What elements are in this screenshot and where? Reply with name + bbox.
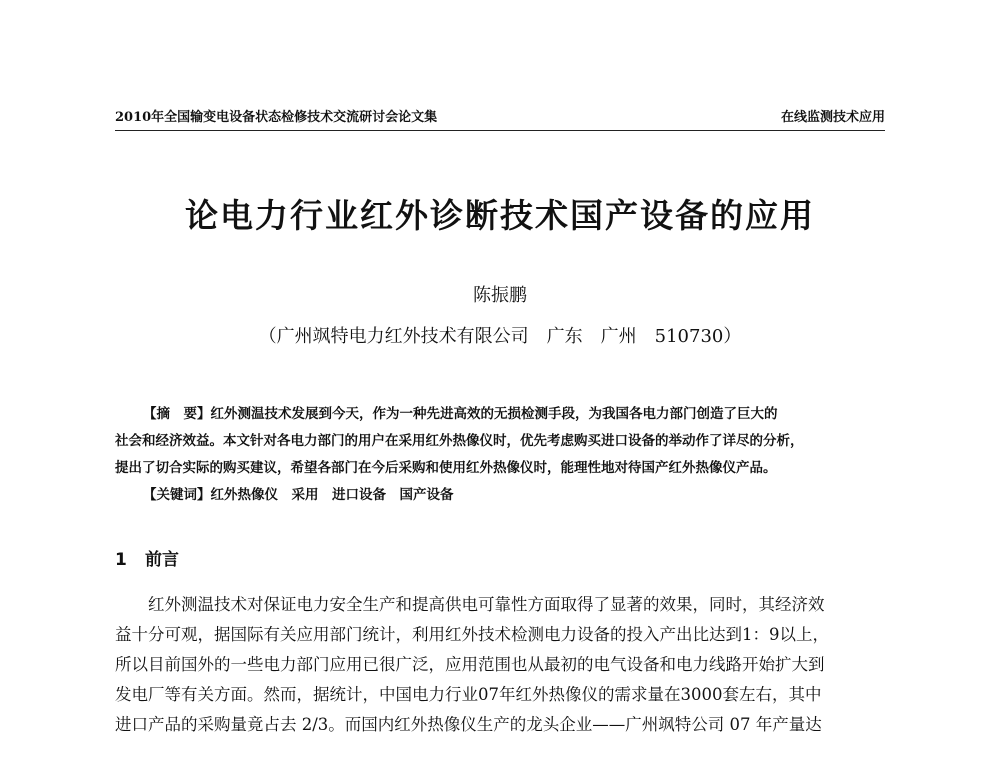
author-affiliation: （广州飒特电力红外技术有限公司 广东 广州 510730）: [258, 326, 742, 347]
body-line: 红外测温技术对保证电力安全生产和提高供电可靠性方面取得了显著的效果，同时，其经济效: [148, 595, 825, 614]
abstract-line: 社会和经济效益。本文针对各电力部门的用户在采用红外热像仪时，优先考虑购买进口设备的举动作了详尽的分析，: [115, 433, 804, 449]
section-number: 1: [115, 550, 127, 570]
keywords-line: [115, 482, 885, 509]
paper-title: 论电力行业红外诊断技术国产设备的应用: [185, 196, 815, 235]
abstract-line: 提出了切合实际的购买建议，希望各部门在今后采购和使用红外热像仪时，能理性地对待国产红外热像仪产品。: [115, 460, 777, 476]
section-label: 在线监测技术应用: [780, 110, 885, 125]
abstract-line: [115, 401, 885, 428]
body-line: 发电厂等有关方面。然而，据统计，中国电力行业07年红外热像仪的需求量在3000套左右，其中: [115, 685, 822, 704]
abstract-text: 红外测温技术发展到今天，作为一种先进高效的无损检测手段，为我国各电力部门创造了巨大的: [210, 406, 778, 422]
section-body: [115, 590, 885, 740]
proceedings-title: 2010年全国输变电设备状态检修技术交流研讨会论文集: [115, 110, 438, 125]
body-line: 益十分可观，据国际有关应用部门统计，利用红外技术检测电力设备的投入产出比达到1：9以上，: [115, 625, 829, 644]
author-name: 陈振鹏: [473, 285, 527, 306]
keywords-label: 【关键词】: [143, 487, 211, 503]
abstract-label: 【摘 要】: [143, 406, 211, 422]
section-title: 前言: [145, 550, 179, 570]
running-header: [115, 108, 885, 131]
abstract-block: [115, 401, 885, 509]
body-line: 进口产品的采购量竟占去 2/3。而国内红外热像仪生产的龙头企业——广州飒特公司 07 年产量达: [115, 715, 822, 734]
section-heading: [115, 547, 179, 573]
body-line: 所以目前国外的一些电力部门应用已很广泛，应用范围也从最初的电气设备和电力线路开始扩大到: [115, 655, 825, 674]
keywords-text: 红外热像仪 采用 进口设备 国产设备: [210, 487, 454, 503]
